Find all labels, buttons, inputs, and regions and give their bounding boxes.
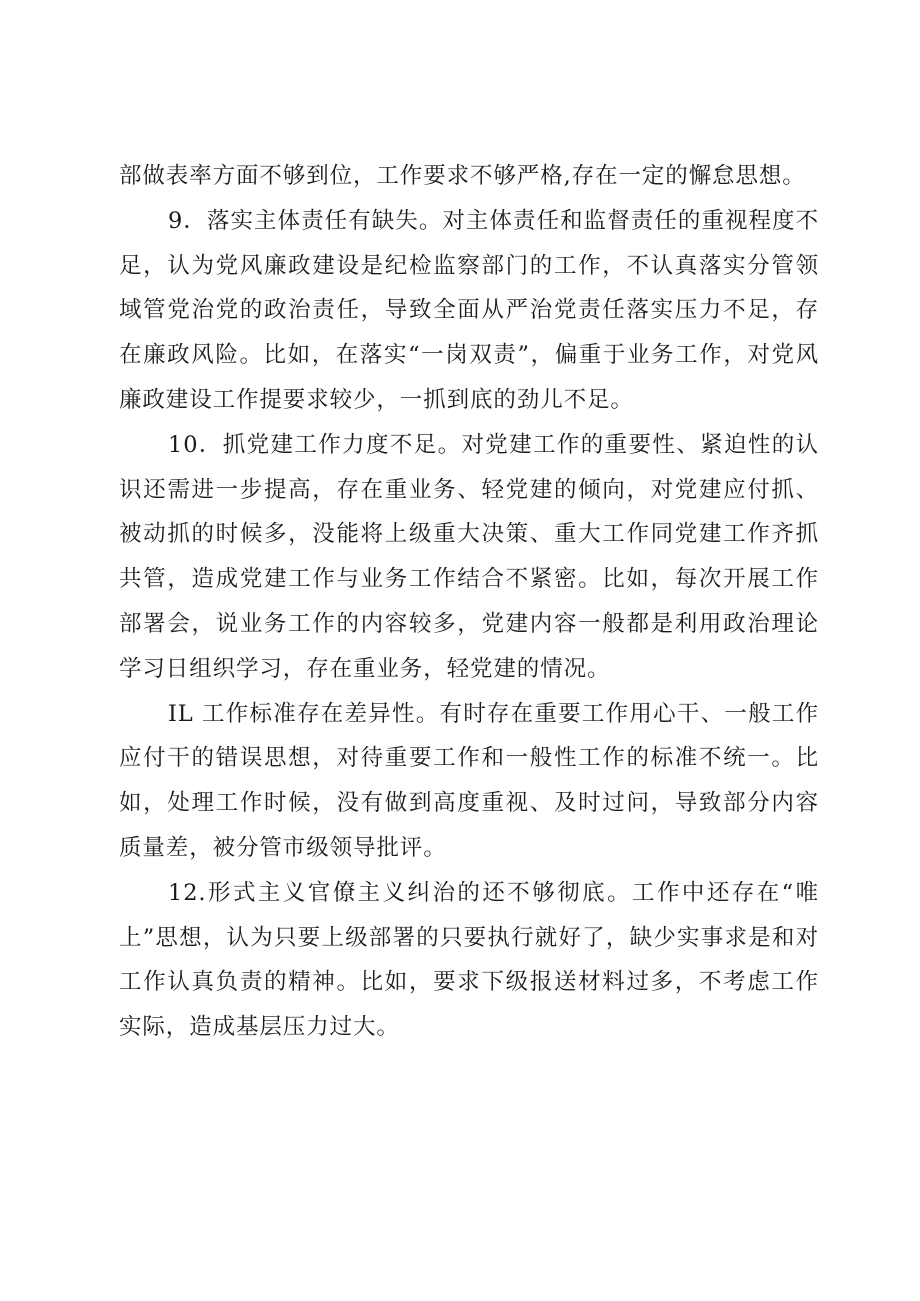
document-body: [119, 154, 819, 1050]
paragraph-item-12: 12.形式主义官僚主义纠治的还不够彻底。工作中还存在“唯上”思想，认为只要上级部署的只要执行就好了，缺少实事求是和对工作认真负责的精神。比如，要求下级报送材料过多，不考虑工作实际，造成基层压力过大。: [119, 879, 819, 1041]
paragraph-item-11: IL 工作标准存在差异性。有时存在重要工作用心干、一般工作应付干的错误思想，对待重要工作和一般性工作的标准不统一。比如，处理工作时候，没有做到高度重视、及时过问，导致部分内容质量差，被分管市级领导批评。: [119, 700, 819, 861]
paragraph-continuation: 部做表率方面不够到位，工作要求不够严格,存在一定的懈怠思想。: [119, 163, 806, 189]
paragraph-item-9: 9．落实主体责任有缺失。对主体责任和监督责任的重视程度不足，认为党风廉政建设是纪检监察部门的工作，不认真落实分管领域管党治党的政治责任，导致全面从严治党责任落实压力不足，存在廉政风险。比如，在落实“一岗双责”，偏重于业务工作，对党风廉政建设工作提要求较少，一抓到底的劲儿不足。: [119, 207, 819, 413]
paragraph-item-10: 10．抓党建工作力度不足。对党建工作的重要性、紧迫性的认识还需进一步提高，存在重业务、轻党建的倾向，对党建应付抓、被动抓的时候多，没能将上级重大决策、重大工作同党建工作齐抓共管，造成党建工作与业务工作结合不紧密。比如，每次开展工作部署会，说业务工作的内容较多，党建内容一般都是利用政治理论学习日组织学习，存在重业务，轻党建的情况。: [119, 431, 819, 682]
